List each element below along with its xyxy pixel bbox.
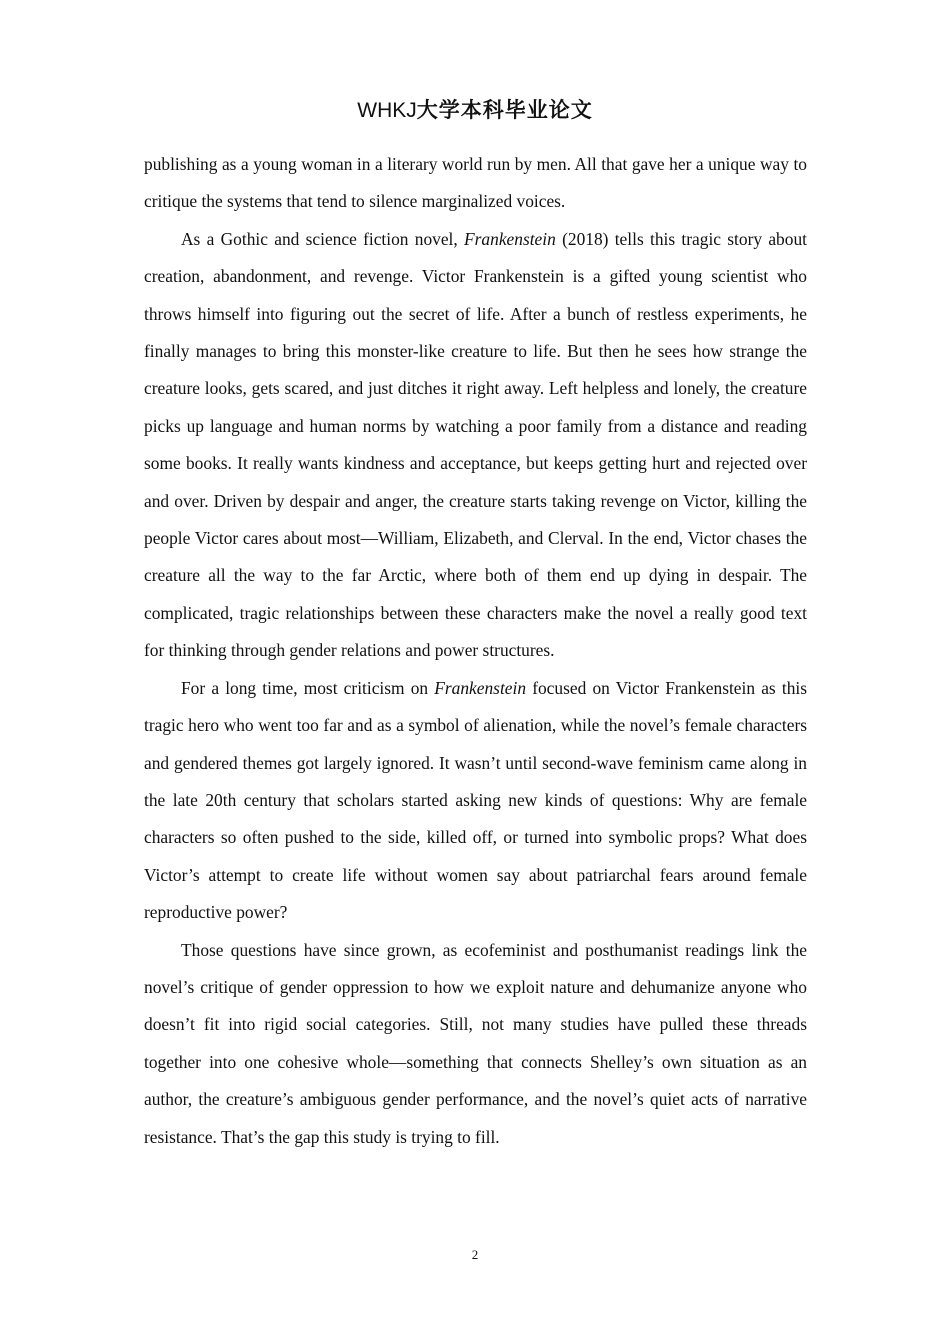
paragraph-4: [144, 932, 807, 1156]
paragraph-3-text-b: focused on Victor Frankenstein as this tragic hero who went too far and as a symbol of alienation, while the novel’s female characters and gendered themes got largely ignored. It wasn’t until second-wave feminism came along in the late 20th century that scholars started asking new kinds of questions: Why are female characters so often pushed to the side, killed off, or turned into symbolic props? What does Victor’s attempt to create life without women say about patriarchal fears around female reproductive power?: [144, 677, 807, 923]
paragraph-2: [144, 221, 807, 670]
paragraph-2-text-a: As a Gothic and science fiction novel,: [181, 228, 465, 249]
paragraph-3: [144, 670, 807, 932]
header-institution-code: WHKJ: [357, 99, 417, 122]
paragraph-1: [144, 146, 807, 221]
page-number: 2: [471, 1247, 479, 1262]
body-text: [144, 146, 807, 1156]
paragraph-2-text-b: (2018) tells this tragic story about creation, abandonment, and revenge. Victor Frankenstein is a gifted young scientist who throws himself into figuring out the secret of life. After a bunch of restless experiments, he finally manages to bring this monster-like creature to life. But then he sees how strange the creature looks, gets scared, and just ditches it right away. Left helpless and lonely, the creature picks up language and human norms by watching a poor family from a distance and reading some books. It really wants kindness and acceptance, but keeps getting hurt and rejected over and over. Driven by despair and anger, the creature starts taking revenge on Victor, killing the people Victor cares about most—William, Elizabeth, and Clerval. In the end, Victor chases the creature all the way to the far Arctic, where both of them end up dying in despair. The complicated, tragic relationships between these characters make the novel a really good text for thinking through gender relations and power structures.: [144, 228, 807, 661]
book-title-italic: Frankenstein: [464, 228, 556, 249]
paragraph-4-text: Those questions have since grown, as ecofeminist and posthumanist readings link the novel’s critique of gender oppression to how we exploit nature and dehumanize anyone who doesn’t fit into rigid social categories. Still, not many studies have pulled these threads together into one cohesive whole—something that connects Shelley’s own situation as an author, the creature’s ambiguous gender performance, and the novel’s quiet acts of narrative resistance. That’s the gap this study is trying to fill.: [144, 939, 807, 1147]
page-header: [0, 94, 950, 124]
book-title-italic: Frankenstein: [434, 677, 527, 698]
paragraph-1-text: publishing as a young woman in a literary world run by men. All that gave her a unique way to critique the systems that tend to silence marginalized voices.: [144, 154, 807, 212]
paragraph-3-text-a: For a long time, most criticism on: [181, 677, 435, 698]
header-title: 大学本科毕业论文: [416, 98, 593, 122]
